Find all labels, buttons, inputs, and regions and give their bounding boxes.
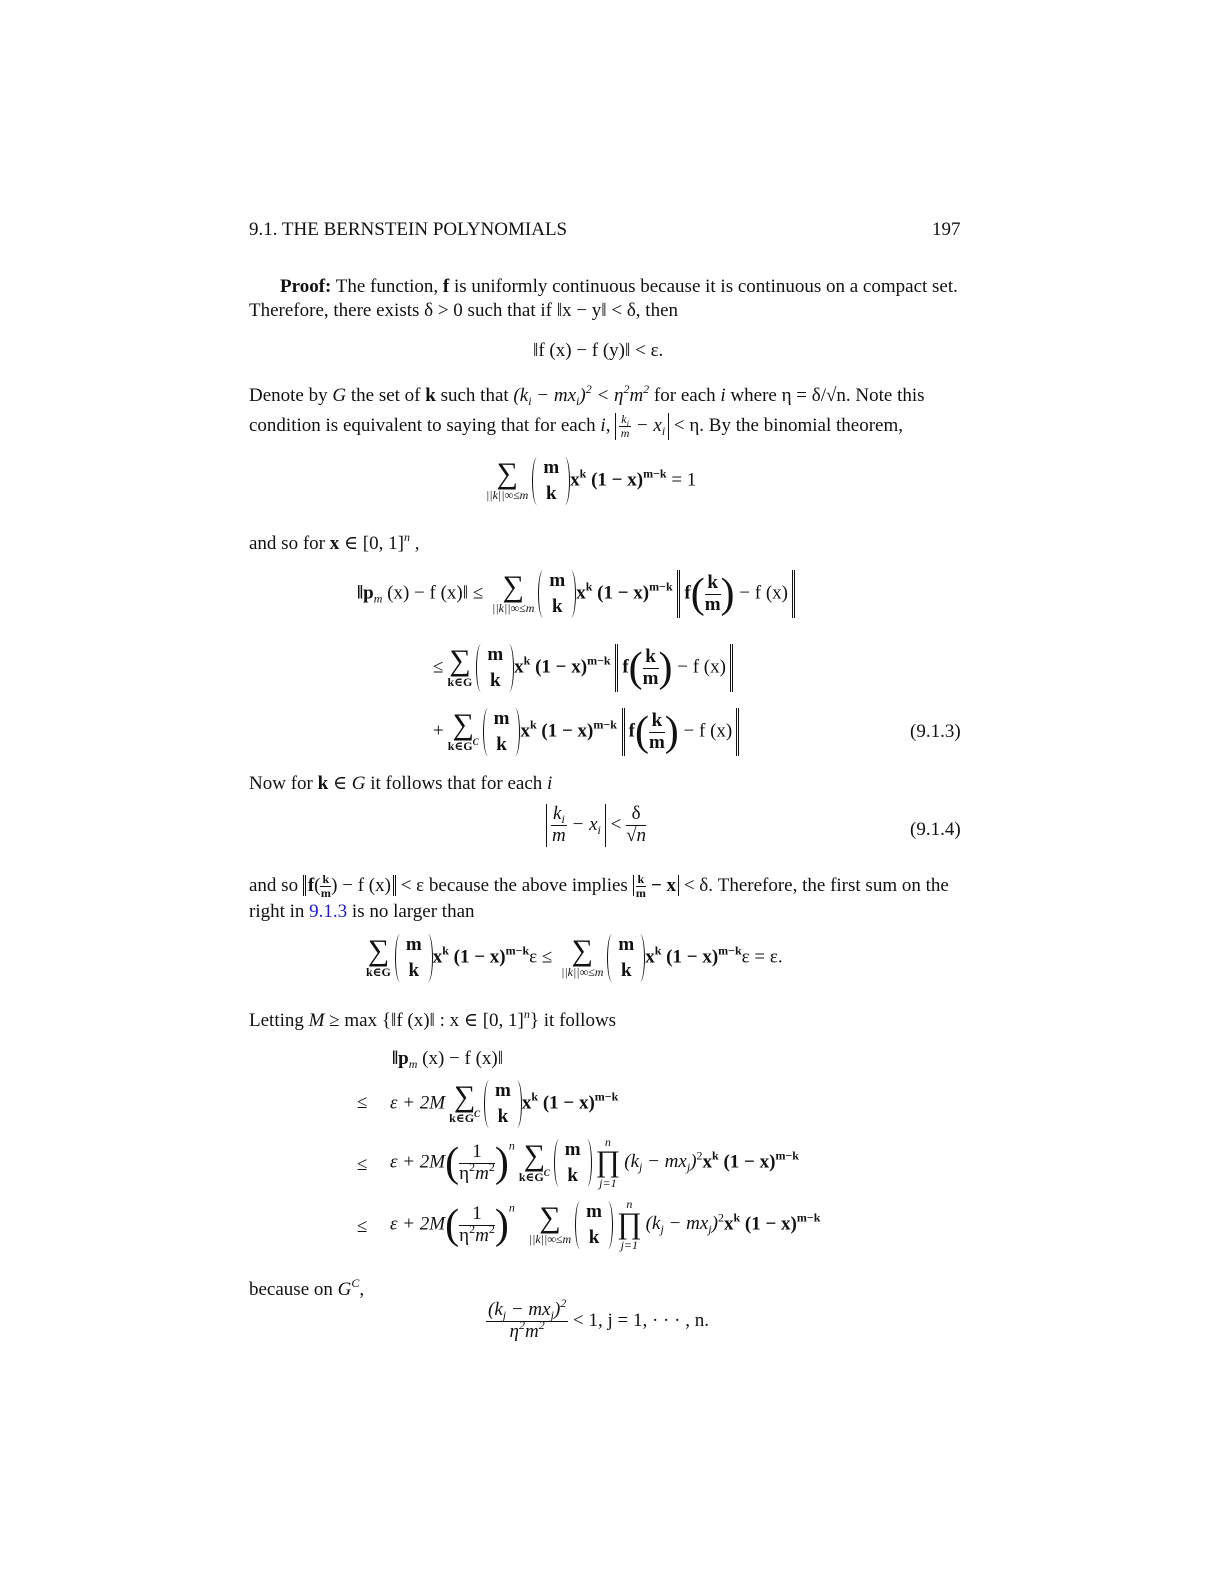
text: for each [649, 385, 721, 406]
text: where η = δ/√n. Note this condition is equivalent to saying that for each [249, 385, 925, 436]
proof-label: Proof: [280, 276, 332, 297]
running-header: 9.1. THE BERNSTEIN POLYNOMIALS [249, 219, 568, 240]
text: such that [435, 385, 514, 406]
equation-aligned-line-3: ε + 2M( $\frac{1}{\eta^2m^2}$ )$^n$ ∑ ||k||∞≤m m k n ∏ j=1 $(k_j - mx_j)^2x^k$ $(1 - x)^{m-k}$ [390, 1197, 821, 1252]
math-k: k [425, 385, 436, 406]
le-sign: ≤ [357, 1154, 368, 1175]
equation-bound-line-2: ≤ ∑ k∈G m k $x^k$ $(1 - x)^{m-k}$ f( $\frac{k}{m}$ ) − f (x) [433, 642, 733, 694]
math-abs: $\frac{k_i}{m}$ − $x_i$ [615, 413, 669, 440]
page-number: 197 [932, 219, 961, 240]
text: , [605, 415, 616, 436]
equation-number: (9.1.3) [910, 721, 961, 742]
equation-number: (9.1.4) [910, 819, 961, 840]
text-line: and so for x ∈ [0, 1]$^n$ , [249, 530, 420, 554]
equation-bound-line-1: $‖p_m$ (x) − f (x)‖ ≤ ∑ ||k||∞≤m m k $x^k$ $(1 - x)^{m-k}$ f( $\frac{k}{m}$ ) − f (x) [357, 568, 795, 620]
equation-9-1-4: $\frac{k_i}{m}$ − $x_i$ < $\frac{\delta}{√n}$ [546, 804, 646, 847]
equation-first-sum-bound: ∑ k∈G m k $x^k$ $(1 - x)^{m-k}\varepsilon$ ≤ ∑ ||k||∞≤m m k $x^k$ $(1 - x)^{m-k}\varepsilon = \varepsilon$. [362, 932, 783, 984]
text-paragraph: and so f( $\frac{k}{m}$ ) − f (x) < ε because the above implies $\frac{k}{m}$ − x < δ. Therefore, the first sum on the right in 9.1.3 is no larger than [249, 872, 949, 923]
text-line: Letting M ≥ max {‖f (x)‖ : x ∈ [0, 1]$^n$} it follows [249, 1007, 617, 1031]
text: is uniformly continuous because it is continuous on a compact set. Therefore, there exists δ > 0 such that if [249, 276, 958, 321]
text: the set of [346, 385, 426, 406]
equation-reference-link[interactable]: 9.1.3 [309, 901, 348, 923]
le-sign: ≤ [357, 1092, 368, 1113]
definition-paragraph [249, 381, 963, 441]
text-line: because on $G^C$, [249, 1276, 365, 1300]
equation-aligned-line-2: ε + 2M( $\frac{1}{\eta^2m^2}$ )$^n$ ∑ $k\in G^C$ m k n ∏ j=1 $(k_j - mx_j)^2x^k$ $(1 - x)^{m-k}$ [390, 1135, 799, 1190]
equation-aligned-line-0: $‖p_m$ (x) − f (x)‖ [392, 1048, 504, 1071]
equation-complement-condition: $\frac{(k_j - mx_j)^2}{\eta^2m^2}$ < 1, j = 1, · · · , n. [488, 1296, 709, 1342]
math-i: i [600, 415, 606, 436]
math-i: i [720, 385, 726, 406]
text: The function, [331, 276, 443, 297]
text: < η. By the binomial theorem, [669, 415, 903, 436]
math-f: f [442, 276, 450, 297]
equation-continuity: ‖f (x) − f (y)‖ < ε. [533, 340, 664, 361]
sum-symbol: ∑ ||k||∞≤m [486, 457, 529, 502]
equation-bound-line-3: + ∑ $k\in G^C$ m k $x^k$ $(1 - x)^{m-k}$ f( $\frac{k}{m}$ ) − f (x) [433, 706, 739, 758]
equation-aligned-line-1: ε + 2M ∑ $k\in G^C$ m k $x^k$ $(1 - x)^{m-k}$ [390, 1078, 618, 1130]
text-line: Now for k ∈ G it follows that for each i [249, 773, 553, 794]
le-sign: ≤ [357, 1216, 368, 1237]
proof-paragraph [249, 275, 963, 323]
math-G: G [332, 385, 347, 406]
math-condition: $(k_i - mx_i)^2 < \eta^2m^2$ [513, 382, 650, 408]
equation-binomial-theorem: ∑ ||k||∞≤m m k $x^k$ $(1 - x)^{m-k} = 1$ [482, 455, 696, 507]
text: , then [635, 300, 679, 321]
text: Denote by [249, 385, 333, 406]
binomial-coefficient: m k [532, 455, 570, 507]
math-norm: ‖x − y‖ < δ [556, 300, 636, 321]
